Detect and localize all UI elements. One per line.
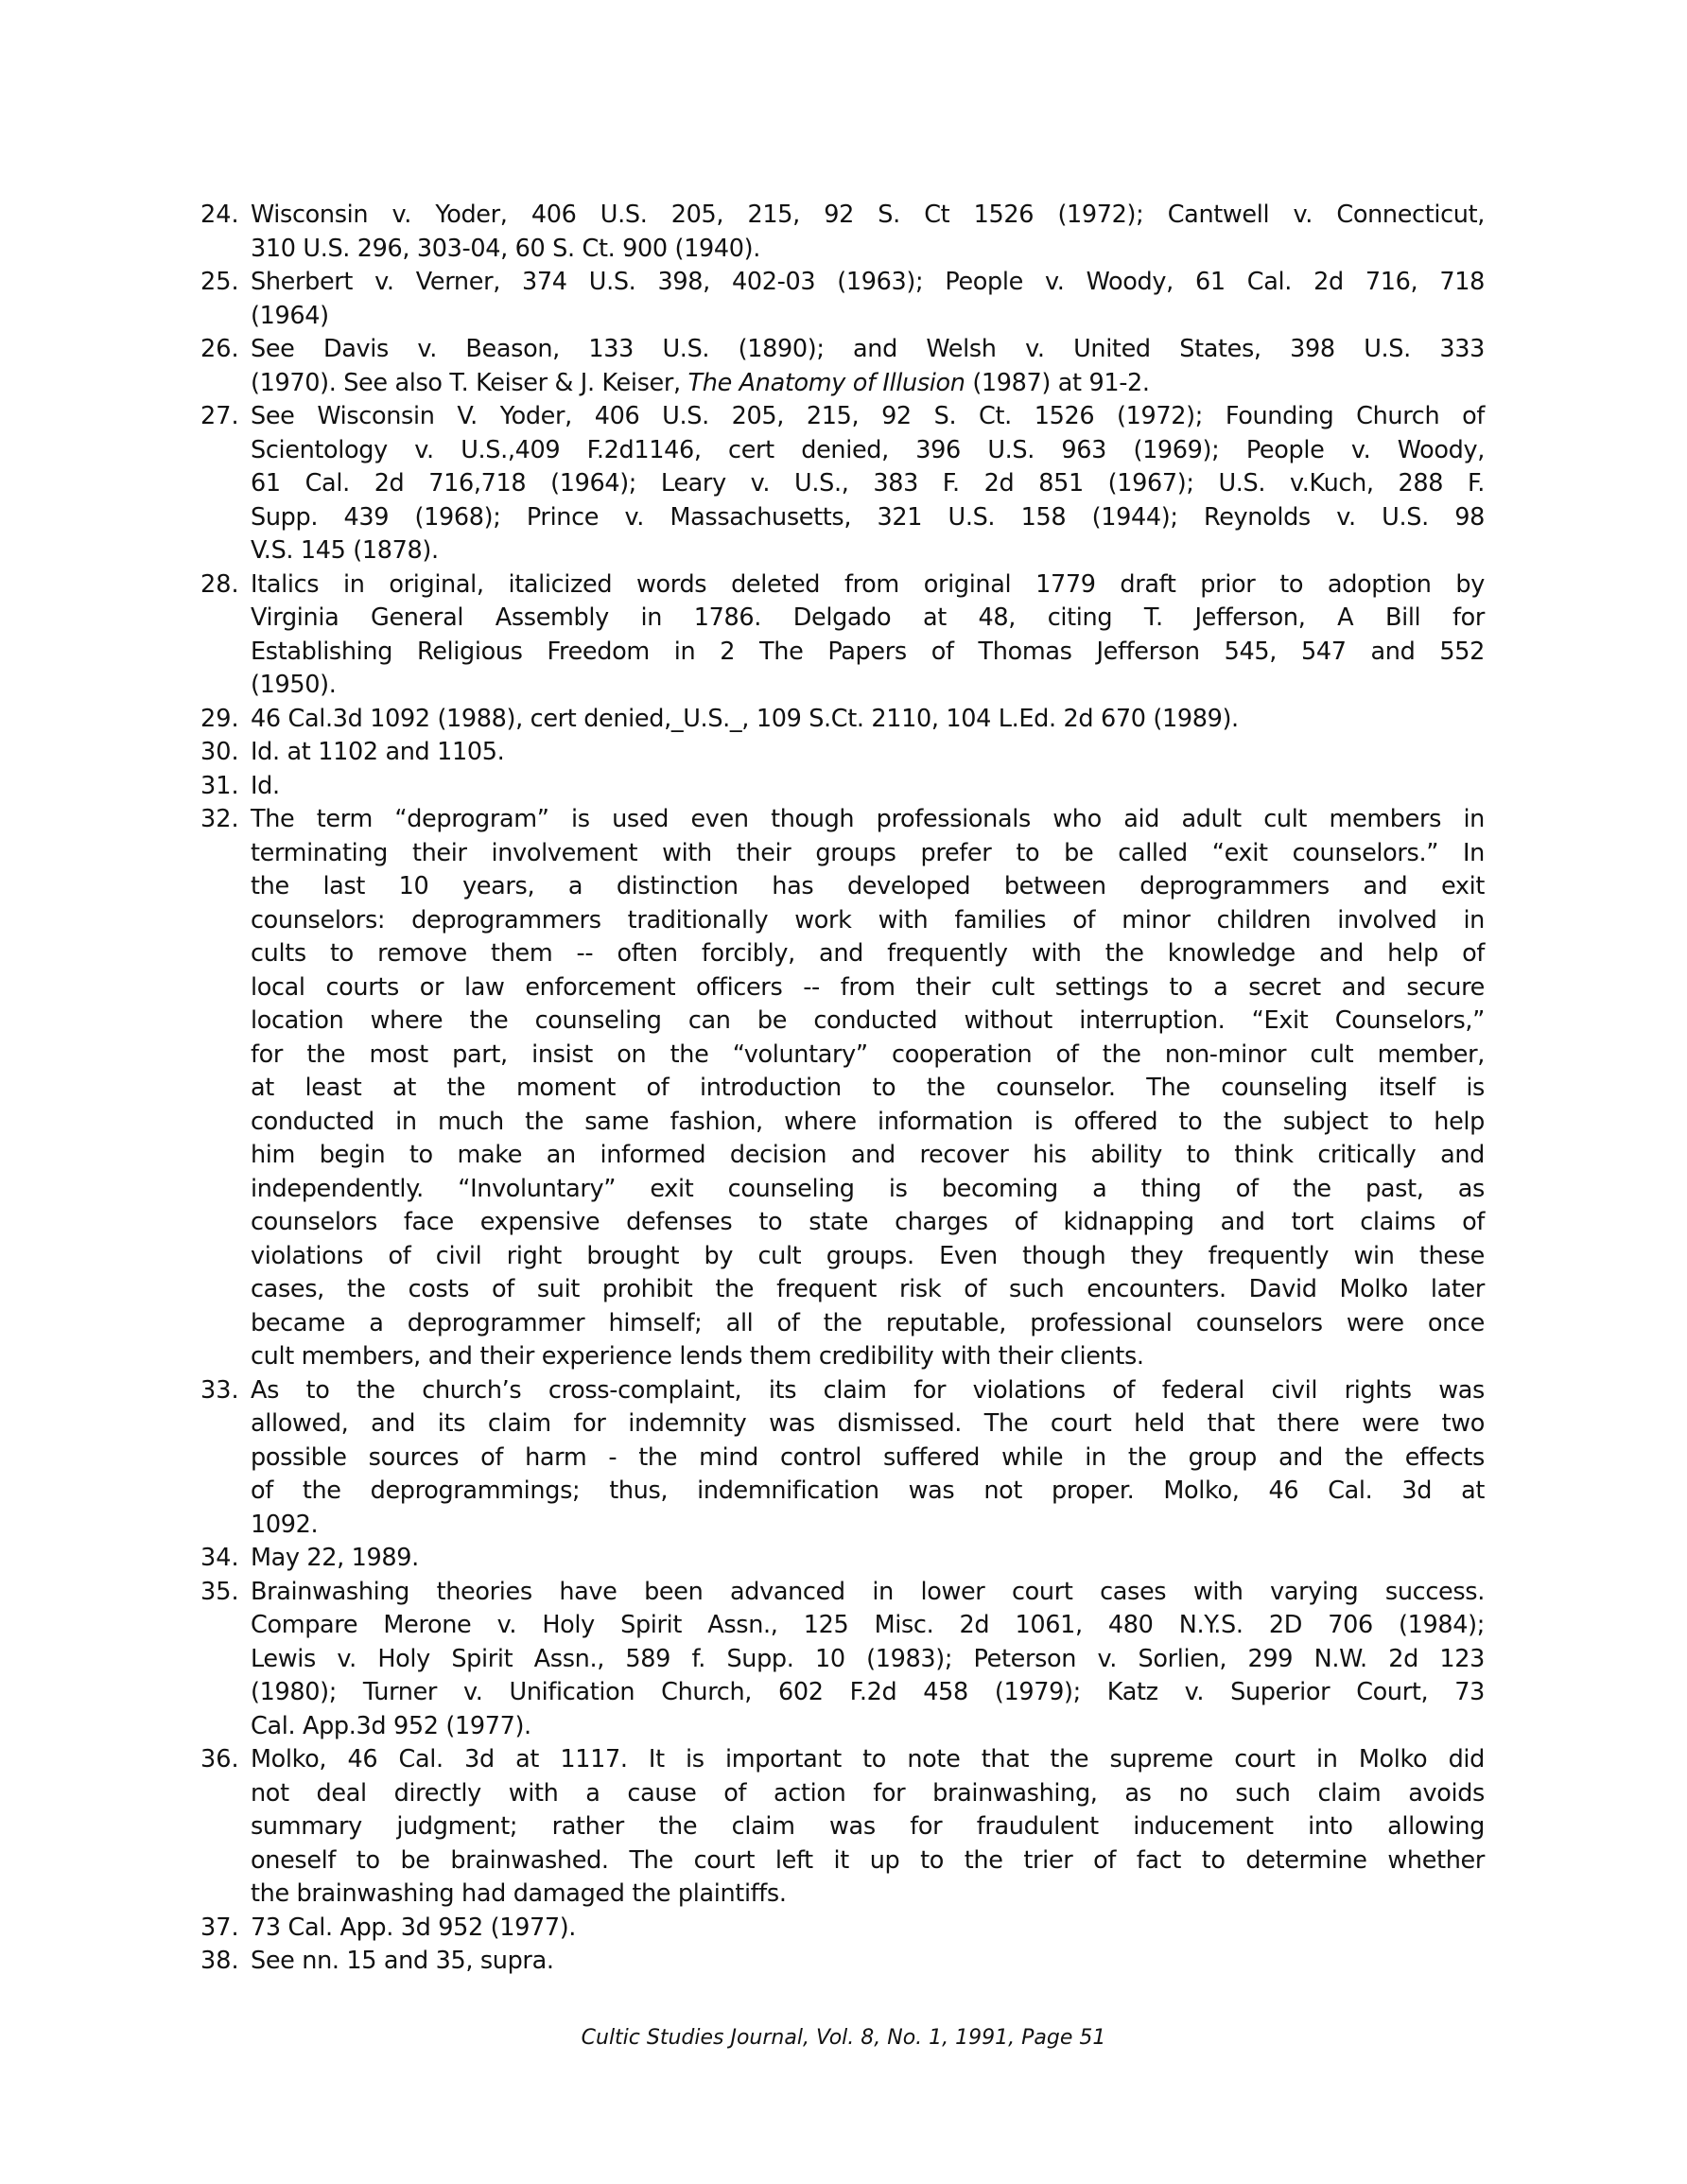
endnote-line: Establishing Religious Freedom in 2 The Papers of Thomas Jefferson 545, 547 and 552 (251, 637, 1485, 666)
endnote (200, 1945, 1485, 1979)
endnote-line: See nn. 15 and 35, supra. (251, 1947, 554, 1975)
endnotes-list (200, 199, 1485, 1979)
endnote-number: 28. (200, 569, 239, 599)
endnote-number: 30. (200, 738, 239, 766)
endnote-number: 26. (200, 335, 239, 363)
endnote-number: 36. (200, 1745, 239, 1773)
endnote-line: him begin to make an informed decision and recover his ability to think critically and (251, 1141, 1485, 1169)
endnote (200, 736, 1485, 770)
endnote-line: 46 Cal.3d 1092 (1988), cert denied,_U.S._, 109 S.Ct. 2110, 104 L.Ed. 2d 670 (1989). (251, 704, 1239, 733)
endnote-line: violations of civil right brought by cult groups. Even though they frequently win these (251, 1241, 1485, 1270)
endnote (200, 1912, 1485, 1946)
endnote-line: the last 10 years, a distinction has developed between deprogrammers and exit (251, 872, 1485, 900)
endnote-line: allowed, and its claim for indemnity was dismissed. The court held that there were two (251, 1409, 1485, 1438)
endnote-number: 27. (200, 402, 239, 430)
book-title-italic: The Anatomy of Illusion (687, 368, 965, 397)
endnote-line: local courts or law enforcement officers -- from their cult settings to a secret and secure (251, 972, 1485, 1002)
endnote (200, 199, 1485, 266)
endnote-line: counselors face expensive defenses to state charges of kidnapping and tort claims of (251, 1208, 1485, 1236)
endnote-text: (1987) at 91-2. (965, 368, 1150, 397)
endnote-line: See Davis v. Beason, 133 U.S. (1890); and Welsh v. United States, 398 U.S. 333 (251, 335, 1485, 363)
endnote-line: (1964) (251, 301, 329, 330)
endnote (200, 333, 1485, 400)
endnote (200, 266, 1485, 333)
endnote-line: location where the counseling can be conducted without interruption. “Exit Counselors,” (251, 1006, 1485, 1035)
page-footer: Cultic Studies Journal, Vol. 8, No. 1, 1991, Page 51 (581, 2026, 1106, 2050)
endnote-line: Sherbert v. Verner, 374 U.S. 398, 402-03 (1963); People v. Woody, 61 Cal. 2d 716, 718 (251, 268, 1485, 296)
endnote-number: 34. (200, 1544, 239, 1572)
endnote (200, 703, 1485, 737)
endnote-line: for the most part, insist on the “voluntary” cooperation of the non-minor cult member, (251, 1040, 1485, 1069)
endnote-line: (1980); Turner v. Unification Church, 602 F.2d 458 (1979); Katz v. Superior Court, 73 (251, 1678, 1485, 1706)
endnote-line: The term “deprogram” is used even though professionals who aid adult cult members in (251, 805, 1485, 833)
endnote-line: not deal directly with a cause of action for brainwashing, as no such claim avoids (251, 1778, 1485, 1808)
endnote (200, 1374, 1485, 1543)
endnote-line: Wisconsin v. Yoder, 406 U.S. 205, 215, 92 S. Ct 1526 (1972); Cantwell v. Connecticut, (251, 201, 1485, 229)
endnote-line: at least at the moment of introduction to the counselor. The counseling itself is (251, 1074, 1485, 1102)
endnote-line: Scientology v. U.S.,409 F.2d1146, cert denied, 396 U.S. 963 (1969); People v. Woody, (251, 435, 1485, 464)
endnote-line: 73 Cal. App. 3d 952 (1977). (251, 1913, 577, 1942)
endnote-number: 25. (200, 268, 239, 296)
endnote-line: Lewis v. Holy Spirit Assn., 589 f. Supp. 10 (1983); Peterson v. Sorlien, 299 N.W. 2d 123 (251, 1644, 1485, 1673)
endnote-line: became a deprogrammer himself; all of the reputable, professional counselors were once (251, 1308, 1485, 1337)
endnote-number: 38. (200, 1947, 239, 1975)
endnote-number: 37. (200, 1913, 239, 1942)
endnote-line: Molko, 46 Cal. 3d at 1117. It is important to note that the supreme court in Molko did (251, 1745, 1485, 1773)
endnote (200, 1743, 1485, 1912)
endnote-line: As to the church’s cross-complaint, its claim for violations of federal civil rights was (251, 1375, 1485, 1405)
endnote (200, 568, 1485, 703)
endnote (200, 803, 1485, 1374)
endnote-line: 1092. (251, 1510, 319, 1539)
endnote-line: 310 U.S. 296, 303-04, 60 S. Ct. 900 (1940). (251, 234, 760, 263)
endnote-line: of the deprogrammings; thus, indemnification was not proper. Molko, 46 Cal. 3d at (251, 1476, 1485, 1505)
endnote-line: Supp. 439 (1968); Prince v. Massachusetts, 321 U.S. 158 (1944); Reynolds v. U.S. 98 (251, 502, 1485, 532)
endnote-line: the brainwashing had damaged the plaintiffs. (251, 1879, 787, 1908)
endnote-line: Brainwashing theories have been advanced in lower court cases with varying success. (251, 1577, 1485, 1606)
endnote-text: (1970). See also T. Keiser & J. Keiser, (251, 368, 688, 397)
endnote (200, 770, 1485, 804)
endnote-line: possible sources of harm - the mind control suffered while in the group and the effects (251, 1442, 1485, 1472)
endnote-line: independently. “Involuntary” exit counseling is becoming a thing of the past, as (251, 1174, 1485, 1203)
endnote-line: Compare Merone v. Holy Spirit Assn., 125 Misc. 2d 1061, 480 N.Y.S. 2D 706 (1984); (251, 1611, 1485, 1639)
endnote-line: Italics in original, italicized words deleted from original 1779 draft prior to adoption by (251, 569, 1485, 599)
endnote-line: terminating their involvement with their groups prefer to be called “exit counselors.” In (251, 838, 1485, 867)
endnote-line: May 22, 1989. (251, 1544, 419, 1572)
endnote-number: 35. (200, 1577, 239, 1606)
endnote-line: 61 Cal. 2d 716,718 (1964); Leary v. U.S., 383 F. 2d 851 (1967); U.S. v.Kuch, 288 F. (251, 469, 1485, 498)
endnote-number: 32. (200, 805, 239, 833)
endnote (200, 400, 1485, 568)
endnote-line (251, 367, 1485, 401)
endnote-number: 31. (200, 771, 239, 800)
endnote-line: Id. (251, 771, 280, 800)
endnote-line: Cal. App.3d 952 (1977). (251, 1711, 531, 1740)
endnote (200, 1576, 1485, 1744)
endnote-line: See Wisconsin V. Yoder, 406 U.S. 205, 215, 92 S. Ct. 1526 (1972); Founding Church of (251, 402, 1485, 430)
endnote-number: 24. (200, 201, 239, 229)
endnote (200, 1542, 1485, 1576)
endnote-line: (1950). (251, 671, 337, 699)
endnote-number: 33. (200, 1375, 239, 1405)
endnote-line: cults to remove them -- often forcibly, and frequently with the knowledge and help of (251, 939, 1485, 968)
endnote-line: oneself to be brainwashed. The court left it up to the trier of fact to determine whether (251, 1845, 1485, 1875)
endnote-line: summary judgment; rather the claim was for fraudulent inducement into allowing (251, 1812, 1485, 1841)
endnote-line: Virginia General Assembly in 1786. Delgado at 48, citing T. Jefferson, A Bill for (251, 603, 1485, 632)
endnote-line: conducted in much the same fashion, where information is offered to the subject to help (251, 1107, 1485, 1136)
endnote-line: Id. at 1102 and 1105. (251, 738, 505, 766)
endnote-line: V.S. 145 (1878). (251, 536, 439, 565)
endnote-line: cases, the costs of suit prohibit the frequent risk of such encounters. David Molko later (251, 1275, 1485, 1303)
endnote-line: cult members, and their experience lends them credibility with their clients. (251, 1342, 1144, 1371)
endnote-line: counselors: deprogrammers traditionally work with families of minor children involved in (251, 905, 1485, 935)
endnote-number: 29. (200, 704, 239, 733)
